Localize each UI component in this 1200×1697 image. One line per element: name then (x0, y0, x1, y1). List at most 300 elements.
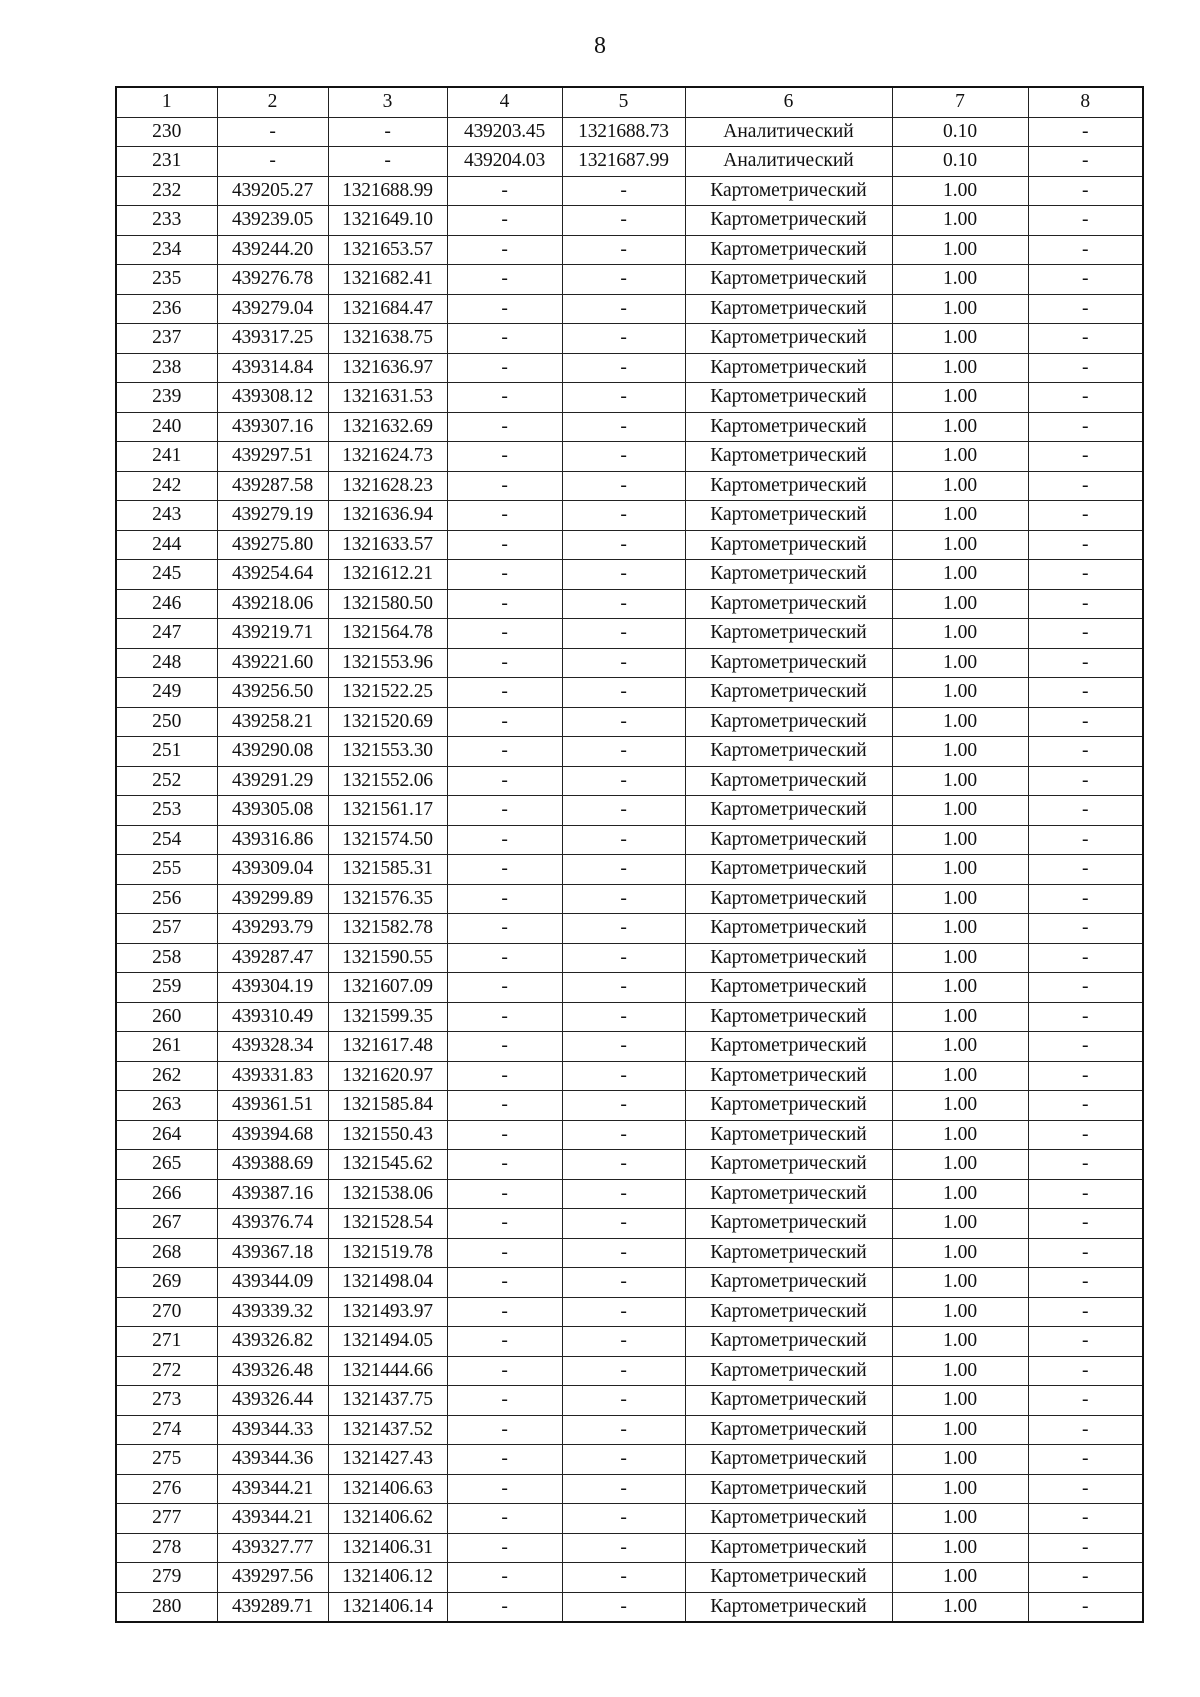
x-coordinate-cell: 439304.19 (217, 973, 328, 1003)
method-cell: Картометрический (685, 1120, 892, 1150)
table-row (116, 147, 1143, 177)
x-coordinate-alt-cell: - (447, 324, 562, 354)
x-coordinate-alt-cell: - (447, 1415, 562, 1445)
accuracy-cell: 1.00 (892, 353, 1028, 383)
accuracy-cell: 1.00 (892, 1415, 1028, 1445)
y-coordinate-cell: 1321406.31 (328, 1533, 447, 1563)
accuracy-cell: 1.00 (892, 1150, 1028, 1180)
y-coordinate-cell: 1321624.73 (328, 442, 447, 472)
note-cell: - (1028, 501, 1143, 531)
y-coordinate-cell: 1321552.06 (328, 766, 447, 796)
x-coordinate-cell: 439331.83 (217, 1061, 328, 1091)
note-cell: - (1028, 1061, 1143, 1091)
note-cell: - (1028, 117, 1143, 147)
method-cell: Картометрический (685, 1563, 892, 1593)
method-cell: Картометрический (685, 1474, 892, 1504)
method-cell: Картометрический (685, 1504, 892, 1534)
accuracy-cell: 1.00 (892, 589, 1028, 619)
accuracy-cell: 1.00 (892, 471, 1028, 501)
method-cell: Картометрический (685, 1533, 892, 1563)
note-cell: - (1028, 324, 1143, 354)
method-cell: Картометрический (685, 1445, 892, 1475)
accuracy-cell: 0.10 (892, 147, 1028, 177)
point-number-cell: 270 (116, 1297, 217, 1327)
y-coordinate-cell: 1321574.50 (328, 825, 447, 855)
note-cell: - (1028, 412, 1143, 442)
accuracy-cell: 1.00 (892, 324, 1028, 354)
y-coordinate-alt-cell: - (562, 471, 685, 501)
table-row (116, 560, 1143, 590)
accuracy-cell: 1.00 (892, 501, 1028, 531)
table-row (116, 442, 1143, 472)
point-number-cell: 263 (116, 1091, 217, 1121)
point-number-cell: 235 (116, 265, 217, 295)
y-coordinate-alt-cell: - (562, 265, 685, 295)
note-cell: - (1028, 1238, 1143, 1268)
point-number-cell: 255 (116, 855, 217, 885)
accuracy-cell: 1.00 (892, 1120, 1028, 1150)
table-row (116, 1386, 1143, 1416)
point-number-cell: 259 (116, 973, 217, 1003)
table-row (116, 206, 1143, 236)
table-row (116, 1592, 1143, 1622)
table-row (116, 265, 1143, 295)
accuracy-cell: 0.10 (892, 117, 1028, 147)
note-cell: - (1028, 265, 1143, 295)
x-coordinate-cell: 439291.29 (217, 766, 328, 796)
y-coordinate-alt-cell: - (562, 1120, 685, 1150)
table-row (116, 707, 1143, 737)
method-cell: Картометрический (685, 412, 892, 442)
note-cell: - (1028, 1150, 1143, 1180)
table-row (116, 383, 1143, 413)
x-coordinate-alt-cell: - (447, 530, 562, 560)
x-coordinate-cell: 439327.77 (217, 1533, 328, 1563)
x-coordinate-cell: 439344.09 (217, 1268, 328, 1298)
method-cell: Картометрический (685, 914, 892, 944)
x-coordinate-alt-cell: - (447, 796, 562, 826)
point-number-cell: 248 (116, 648, 217, 678)
accuracy-cell: 1.00 (892, 235, 1028, 265)
y-coordinate-alt-cell: - (562, 737, 685, 767)
method-cell: Картометрический (685, 1268, 892, 1298)
method-cell: Картометрический (685, 619, 892, 649)
x-coordinate-cell: 439376.74 (217, 1209, 328, 1239)
method-cell: Картометрический (685, 1209, 892, 1239)
x-coordinate-cell: 439307.16 (217, 412, 328, 442)
point-number-cell: 232 (116, 176, 217, 206)
note-cell: - (1028, 914, 1143, 944)
x-coordinate-alt-cell: - (447, 825, 562, 855)
method-cell: Картометрический (685, 1592, 892, 1622)
accuracy-cell: 1.00 (892, 1504, 1028, 1534)
table-row (116, 501, 1143, 531)
x-coordinate-cell: 439344.36 (217, 1445, 328, 1475)
point-number-cell: 240 (116, 412, 217, 442)
y-coordinate-alt-cell: - (562, 353, 685, 383)
method-cell: Картометрический (685, 707, 892, 737)
note-cell: - (1028, 737, 1143, 767)
point-number-cell: 258 (116, 943, 217, 973)
x-coordinate-cell: 439218.06 (217, 589, 328, 619)
y-coordinate-cell: 1321406.12 (328, 1563, 447, 1593)
point-number-cell: 242 (116, 471, 217, 501)
method-cell: Картометрический (685, 884, 892, 914)
page-number: 8 (594, 33, 606, 59)
x-coordinate-cell: 439314.84 (217, 353, 328, 383)
x-coordinate-alt-cell: - (447, 648, 562, 678)
x-coordinate-cell: 439309.04 (217, 855, 328, 885)
accuracy-cell: 1.00 (892, 737, 1028, 767)
accuracy-cell: 1.00 (892, 1592, 1028, 1622)
accuracy-cell: 1.00 (892, 1091, 1028, 1121)
note-cell: - (1028, 1504, 1143, 1534)
x-coordinate-cell: 439297.56 (217, 1563, 328, 1593)
note-cell: - (1028, 648, 1143, 678)
y-coordinate-cell: 1321585.84 (328, 1091, 447, 1121)
note-cell: - (1028, 1327, 1143, 1357)
note-cell: - (1028, 530, 1143, 560)
note-cell: - (1028, 766, 1143, 796)
y-coordinate-alt-cell: - (562, 1445, 685, 1475)
table-body (116, 117, 1143, 1622)
accuracy-cell: 1.00 (892, 1533, 1028, 1563)
y-coordinate-alt-cell: - (562, 619, 685, 649)
y-coordinate-cell: 1321520.69 (328, 707, 447, 737)
point-number-cell: 244 (116, 530, 217, 560)
accuracy-cell: 1.00 (892, 1356, 1028, 1386)
note-cell: - (1028, 1032, 1143, 1062)
table-row (116, 1002, 1143, 1032)
accuracy-cell: 1.00 (892, 383, 1028, 413)
method-cell: Картометрический (685, 825, 892, 855)
y-coordinate-alt-cell: - (562, 530, 685, 560)
note-cell: - (1028, 176, 1143, 206)
y-coordinate-alt-cell: - (562, 501, 685, 531)
method-cell: Картометрический (685, 1150, 892, 1180)
y-coordinate-cell: 1321437.75 (328, 1386, 447, 1416)
x-coordinate-cell: 439308.12 (217, 383, 328, 413)
x-coordinate-alt-cell: - (447, 353, 562, 383)
y-coordinate-cell: 1321437.52 (328, 1415, 447, 1445)
note-cell: - (1028, 147, 1143, 177)
y-coordinate-alt-cell: - (562, 1592, 685, 1622)
table-row (116, 1268, 1143, 1298)
point-number-cell: 274 (116, 1415, 217, 1445)
x-coordinate-cell: 439326.44 (217, 1386, 328, 1416)
method-cell: Картометрический (685, 1091, 892, 1121)
column-header: 5 (562, 87, 685, 117)
point-number-cell: 249 (116, 678, 217, 708)
table-row (116, 943, 1143, 973)
point-number-cell: 239 (116, 383, 217, 413)
note-cell: - (1028, 707, 1143, 737)
point-number-cell: 250 (116, 707, 217, 737)
x-coordinate-cell: 439361.51 (217, 1091, 328, 1121)
y-coordinate-cell: 1321545.62 (328, 1150, 447, 1180)
x-coordinate-alt-cell: - (447, 1120, 562, 1150)
table-row (116, 1445, 1143, 1475)
point-number-cell: 278 (116, 1533, 217, 1563)
x-coordinate-cell: 439279.04 (217, 294, 328, 324)
x-coordinate-cell: 439279.19 (217, 501, 328, 531)
x-coordinate-alt-cell: - (447, 383, 562, 413)
x-coordinate-cell: 439344.33 (217, 1415, 328, 1445)
y-coordinate-alt-cell: - (562, 648, 685, 678)
column-header: 6 (685, 87, 892, 117)
y-coordinate-cell: - (328, 117, 447, 147)
x-coordinate-cell: 439317.25 (217, 324, 328, 354)
y-coordinate-alt-cell: - (562, 914, 685, 944)
y-coordinate-cell: 1321631.53 (328, 383, 447, 413)
accuracy-cell: 1.00 (892, 206, 1028, 236)
method-cell: Картометрический (685, 1386, 892, 1416)
note-cell: - (1028, 943, 1143, 973)
x-coordinate-cell: 439254.64 (217, 560, 328, 590)
note-cell: - (1028, 560, 1143, 590)
x-coordinate-cell: 439290.08 (217, 737, 328, 767)
accuracy-cell: 1.00 (892, 265, 1028, 295)
point-number-cell: 246 (116, 589, 217, 619)
y-coordinate-cell: 1321528.54 (328, 1209, 447, 1239)
accuracy-cell: 1.00 (892, 1445, 1028, 1475)
x-coordinate-cell: 439316.86 (217, 825, 328, 855)
point-number-cell: 261 (116, 1032, 217, 1062)
method-cell: Картометрический (685, 678, 892, 708)
table-row (116, 1032, 1143, 1062)
x-coordinate-alt-cell: - (447, 766, 562, 796)
method-cell: Картометрический (685, 589, 892, 619)
point-number-cell: 277 (116, 1504, 217, 1534)
method-cell: Картометрический (685, 1297, 892, 1327)
table-row (116, 294, 1143, 324)
table-header-row (116, 87, 1143, 117)
x-coordinate-alt-cell: - (447, 235, 562, 265)
table-row (116, 1150, 1143, 1180)
x-coordinate-cell: 439367.18 (217, 1238, 328, 1268)
table-row (116, 353, 1143, 383)
y-coordinate-cell: 1321522.25 (328, 678, 447, 708)
point-number-cell: 236 (116, 294, 217, 324)
y-coordinate-alt-cell: - (562, 383, 685, 413)
x-coordinate-alt-cell: - (447, 1563, 562, 1593)
y-coordinate-alt-cell: - (562, 825, 685, 855)
note-cell: - (1028, 206, 1143, 236)
method-cell: Картометрический (685, 1032, 892, 1062)
y-coordinate-alt-cell: - (562, 1209, 685, 1239)
y-coordinate-alt-cell: - (562, 1002, 685, 1032)
note-cell: - (1028, 1592, 1143, 1622)
method-cell: Картометрический (685, 294, 892, 324)
y-coordinate-alt-cell: - (562, 1327, 685, 1357)
accuracy-cell: 1.00 (892, 1327, 1028, 1357)
x-coordinate-alt-cell: - (447, 737, 562, 767)
x-coordinate-alt-cell: - (447, 1327, 562, 1357)
x-coordinate-alt-cell: - (447, 1002, 562, 1032)
note-cell: - (1028, 1386, 1143, 1416)
point-number-cell: 247 (116, 619, 217, 649)
x-coordinate-alt-cell: - (447, 471, 562, 501)
x-coordinate-alt-cell: - (447, 943, 562, 973)
y-coordinate-cell: 1321576.35 (328, 884, 447, 914)
point-number-cell: 257 (116, 914, 217, 944)
note-cell: - (1028, 589, 1143, 619)
y-coordinate-alt-cell: 1321687.99 (562, 147, 685, 177)
point-number-cell: 260 (116, 1002, 217, 1032)
y-coordinate-cell: 1321599.35 (328, 1002, 447, 1032)
point-number-cell: 269 (116, 1268, 217, 1298)
x-coordinate-cell: 439219.71 (217, 619, 328, 649)
note-cell: - (1028, 796, 1143, 826)
accuracy-cell: 1.00 (892, 1002, 1028, 1032)
y-coordinate-alt-cell: - (562, 1415, 685, 1445)
method-cell: Картометрический (685, 471, 892, 501)
x-coordinate-alt-cell: - (447, 1592, 562, 1622)
x-coordinate-alt-cell: - (447, 560, 562, 590)
column-header: 7 (892, 87, 1028, 117)
x-coordinate-alt-cell: - (447, 707, 562, 737)
x-coordinate-alt-cell: - (447, 914, 562, 944)
x-coordinate-cell: 439205.27 (217, 176, 328, 206)
table-row (116, 235, 1143, 265)
y-coordinate-alt-cell: - (562, 1504, 685, 1534)
y-coordinate-alt-cell: - (562, 707, 685, 737)
table-row (116, 1474, 1143, 1504)
y-coordinate-cell: 1321632.69 (328, 412, 447, 442)
accuracy-cell: 1.00 (892, 1563, 1028, 1593)
x-coordinate-cell: 439244.20 (217, 235, 328, 265)
x-coordinate-alt-cell: - (447, 884, 562, 914)
accuracy-cell: 1.00 (892, 1179, 1028, 1209)
y-coordinate-alt-cell: - (562, 1563, 685, 1593)
y-coordinate-cell: 1321585.31 (328, 855, 447, 885)
method-cell: Картометрический (685, 766, 892, 796)
table-row (116, 117, 1143, 147)
x-coordinate-cell: 439239.05 (217, 206, 328, 236)
y-coordinate-cell: 1321682.41 (328, 265, 447, 295)
point-number-cell: 231 (116, 147, 217, 177)
accuracy-cell: 1.00 (892, 766, 1028, 796)
y-coordinate-alt-cell: 1321688.73 (562, 117, 685, 147)
x-coordinate-alt-cell: - (447, 1238, 562, 1268)
x-coordinate-cell: 439293.79 (217, 914, 328, 944)
x-coordinate-cell: 439388.69 (217, 1150, 328, 1180)
method-cell: Картометрический (685, 501, 892, 531)
note-cell: - (1028, 825, 1143, 855)
y-coordinate-alt-cell: - (562, 1268, 685, 1298)
table-row (116, 589, 1143, 619)
note-cell: - (1028, 1356, 1143, 1386)
accuracy-cell: 1.00 (892, 825, 1028, 855)
point-number-cell: 265 (116, 1150, 217, 1180)
point-number-cell: 279 (116, 1563, 217, 1593)
x-coordinate-cell: 439275.80 (217, 530, 328, 560)
x-coordinate-alt-cell: - (447, 265, 562, 295)
x-coordinate-alt-cell: - (447, 1091, 562, 1121)
point-number-cell: 230 (116, 117, 217, 147)
x-coordinate-alt-cell: - (447, 1268, 562, 1298)
method-cell: Картометрический (685, 1415, 892, 1445)
accuracy-cell: 1.00 (892, 648, 1028, 678)
y-coordinate-cell: 1321406.62 (328, 1504, 447, 1534)
note-cell: - (1028, 884, 1143, 914)
y-coordinate-cell: 1321564.78 (328, 619, 447, 649)
accuracy-cell: 1.00 (892, 943, 1028, 973)
y-coordinate-alt-cell: - (562, 1238, 685, 1268)
method-cell: Картометрический (685, 973, 892, 1003)
x-coordinate-cell: 439297.51 (217, 442, 328, 472)
table-row (116, 884, 1143, 914)
x-coordinate-cell: - (217, 147, 328, 177)
note-cell: - (1028, 1297, 1143, 1327)
table-row (116, 1209, 1143, 1239)
point-number-cell: 272 (116, 1356, 217, 1386)
table-row (116, 973, 1143, 1003)
note-cell: - (1028, 855, 1143, 885)
accuracy-cell: 1.00 (892, 1061, 1028, 1091)
accuracy-cell: 1.00 (892, 678, 1028, 708)
y-coordinate-cell: 1321406.14 (328, 1592, 447, 1622)
x-coordinate-cell: 439310.49 (217, 1002, 328, 1032)
y-coordinate-alt-cell: - (562, 973, 685, 1003)
method-cell: Картометрический (685, 737, 892, 767)
accuracy-cell: 1.00 (892, 530, 1028, 560)
x-coordinate-alt-cell: - (447, 678, 562, 708)
accuracy-cell: 1.00 (892, 855, 1028, 885)
table-row (116, 796, 1143, 826)
table-row (116, 648, 1143, 678)
x-coordinate-alt-cell: - (447, 206, 562, 236)
x-coordinate-cell: 439326.82 (217, 1327, 328, 1357)
y-coordinate-alt-cell: - (562, 412, 685, 442)
method-cell: Картометрический (685, 1238, 892, 1268)
accuracy-cell: 1.00 (892, 1474, 1028, 1504)
y-coordinate-cell: 1321636.97 (328, 353, 447, 383)
table-row (116, 1238, 1143, 1268)
method-cell: Картометрический (685, 235, 892, 265)
note-cell: - (1028, 1268, 1143, 1298)
point-number-cell: 241 (116, 442, 217, 472)
y-coordinate-alt-cell: - (562, 796, 685, 826)
y-coordinate-alt-cell: - (562, 294, 685, 324)
table-row (116, 1061, 1143, 1091)
y-coordinate-cell: 1321553.96 (328, 648, 447, 678)
point-number-cell: 234 (116, 235, 217, 265)
note-cell: - (1028, 1179, 1143, 1209)
x-coordinate-cell: 439326.48 (217, 1356, 328, 1386)
y-coordinate-alt-cell: - (562, 1061, 685, 1091)
y-coordinate-cell: 1321550.43 (328, 1120, 447, 1150)
table-row (116, 825, 1143, 855)
table-row (116, 530, 1143, 560)
note-cell: - (1028, 1415, 1143, 1445)
note-cell: - (1028, 1533, 1143, 1563)
x-coordinate-cell: 439387.16 (217, 1179, 328, 1209)
table-row (116, 1120, 1143, 1150)
table-row (116, 1563, 1143, 1593)
point-number-cell: 271 (116, 1327, 217, 1357)
x-coordinate-alt-cell: - (447, 412, 562, 442)
y-coordinate-alt-cell: - (562, 442, 685, 472)
y-coordinate-cell: 1321607.09 (328, 973, 447, 1003)
y-coordinate-alt-cell: - (562, 1032, 685, 1062)
accuracy-cell: 1.00 (892, 914, 1028, 944)
point-number-cell: 252 (116, 766, 217, 796)
y-coordinate-cell: 1321553.30 (328, 737, 447, 767)
x-coordinate-alt-cell: - (447, 855, 562, 885)
accuracy-cell: 1.00 (892, 973, 1028, 1003)
y-coordinate-cell: 1321494.05 (328, 1327, 447, 1357)
